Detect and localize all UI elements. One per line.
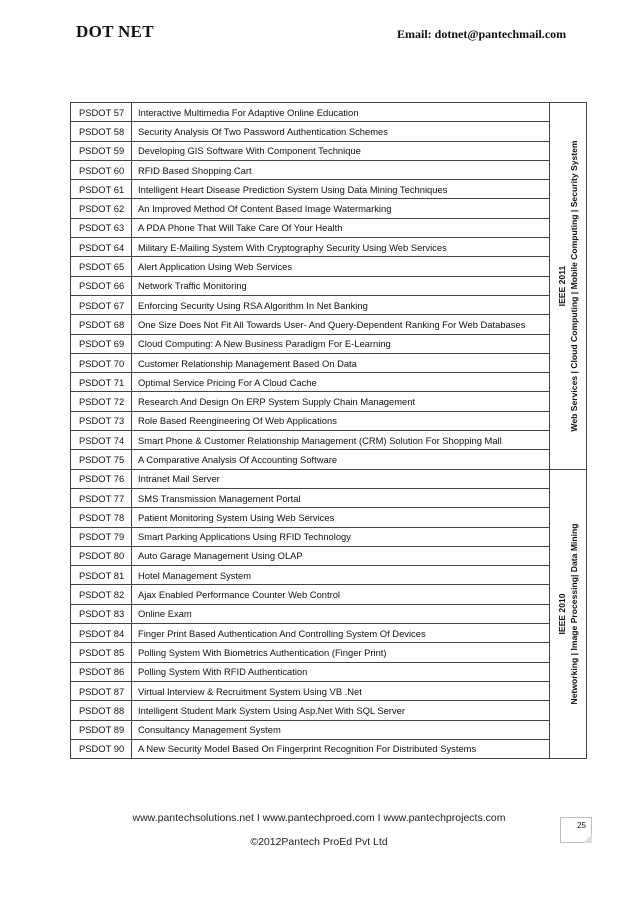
project-id: PSDOT 81: [71, 566, 132, 585]
project-title: Interactive Multimedia For Adaptive Online Education: [132, 103, 550, 122]
project-title: Enforcing Security Using RSA Algorithm In Net Banking: [132, 295, 550, 314]
table-row: [71, 527, 587, 546]
project-title: Intelligent Student Mark System Using Asp.Net With SQL Server: [132, 701, 550, 720]
project-title: Smart Phone & Customer Relationship Management (CRM) Solution For Shopping Mall: [132, 431, 550, 450]
project-title: Military E-Mailing System With Cryptography Security Using Web Services: [132, 238, 550, 257]
project-id: PSDOT 72: [71, 392, 132, 411]
project-title: Virtual Interview & Recruitment System Using VB .Net: [132, 681, 550, 700]
project-id: PSDOT 69: [71, 334, 132, 353]
project-id: PSDOT 78: [71, 508, 132, 527]
table-row: [71, 392, 587, 411]
project-title: Optimal Service Pricing For A Cloud Cache: [132, 373, 550, 392]
project-title: Auto Garage Management Using OLAP: [132, 546, 550, 565]
project-id: PSDOT 63: [71, 218, 132, 237]
project-title: Intranet Mail Server: [132, 469, 550, 488]
project-id: PSDOT 87: [71, 681, 132, 700]
project-id: PSDOT 65: [71, 257, 132, 276]
table-row: [71, 315, 587, 334]
project-title: RFID Based Shopping Cart: [132, 160, 550, 179]
table-row: [71, 122, 587, 141]
project-title: Polling System With RFID Authentication: [132, 662, 550, 681]
section-label: [556, 140, 580, 431]
project-title: Customer Relationship Management Based On Data: [132, 353, 550, 372]
table-row: [71, 160, 587, 179]
project-id: PSDOT 76: [71, 469, 132, 488]
footer-links: www.pantechsolutions.net I www.pantechproed.com I www.pantechprojects.com: [132, 812, 506, 824]
project-title: One Size Does Not Fit All Towards User- And Query-Dependent Ranking For Web Databases: [132, 315, 550, 334]
section-year: IEEE 2010: [557, 593, 567, 635]
section-domains: Web Services | Cloud Computing | Mobile Computing | Security System: [569, 140, 579, 432]
table-row: [71, 643, 587, 662]
project-title: Role Based Reengineering Of Web Applications: [132, 411, 550, 430]
project-title: Finger Print Based Authentication And Controlling System Of Devices: [132, 624, 550, 643]
table-row: [71, 488, 587, 507]
project-title: Consultancy Management System: [132, 720, 550, 739]
project-title: Ajax Enabled Performance Counter Web Control: [132, 585, 550, 604]
table-row: [71, 720, 587, 739]
project-title: Smart Parking Applications Using RFID Technology: [132, 527, 550, 546]
project-id: PSDOT 88: [71, 701, 132, 720]
project-id: PSDOT 73: [71, 411, 132, 430]
project-title: Research And Design On ERP System Supply Chain Management: [132, 392, 550, 411]
header-title: DOT NET: [76, 22, 154, 41]
project-id: PSDOT 79: [71, 527, 132, 546]
table-row: [71, 585, 587, 604]
project-id: PSDOT 84: [71, 624, 132, 643]
section-label-cell: [550, 103, 587, 470]
project-id: PSDOT 85: [71, 643, 132, 662]
project-id: PSDOT 75: [71, 450, 132, 469]
section-label-cell: [550, 469, 587, 758]
table-row: [71, 469, 587, 488]
table-row: [71, 662, 587, 681]
project-id: PSDOT 89: [71, 720, 132, 739]
table-row: [71, 450, 587, 469]
project-id: PSDOT 60: [71, 160, 132, 179]
project-title: Online Exam: [132, 604, 550, 623]
project-title: Security Analysis Of Two Password Authentication Schemes: [132, 122, 550, 141]
table-row: [71, 103, 587, 122]
project-id: PSDOT 64: [71, 238, 132, 257]
table-row: [71, 431, 587, 450]
project-title: A New Security Model Based On Fingerprint Recognition For Distributed Systems: [132, 739, 550, 758]
project-id: PSDOT 67: [71, 295, 132, 314]
project-table: [70, 102, 587, 759]
project-title: Cloud Computing: A New Business Paradigm For E-Learning: [132, 334, 550, 353]
project-title: Hotel Management System: [132, 566, 550, 585]
project-id: PSDOT 61: [71, 180, 132, 199]
table-row: [71, 624, 587, 643]
table-row: [71, 199, 587, 218]
table-row: [71, 180, 587, 199]
page-number-box: [560, 817, 592, 843]
project-id: PSDOT 77: [71, 488, 132, 507]
table-row: [71, 257, 587, 276]
page-number: 25: [577, 821, 586, 830]
project-title: Patient Monitoring System Using Web Services: [132, 508, 550, 527]
table-row: [71, 546, 587, 565]
table-row: [71, 238, 587, 257]
header-email: Email: dotnet@pantechmail.com: [397, 27, 567, 41]
project-title: Intelligent Heart Disease Prediction System Using Data Mining Techniques: [132, 180, 550, 199]
table-row: [71, 604, 587, 623]
project-id: PSDOT 70: [71, 353, 132, 372]
section-domains: Networking | Image Processing| Data Mining: [569, 523, 579, 705]
footer-copyright: ©2012Pantech ProEd Pvt Ltd: [250, 836, 388, 848]
project-title: SMS Transmission Management Portal: [132, 488, 550, 507]
table-row: [71, 566, 587, 585]
project-id: PSDOT 74: [71, 431, 132, 450]
project-title: Developing GIS Software With Component Technique: [132, 141, 550, 160]
project-id: PSDOT 83: [71, 604, 132, 623]
project-id: PSDOT 82: [71, 585, 132, 604]
project-id: PSDOT 90: [71, 739, 132, 758]
page-fold-icon: [583, 834, 592, 843]
project-id: PSDOT 58: [71, 122, 132, 141]
project-id: PSDOT 68: [71, 315, 132, 334]
project-title: An Improved Method Of Content Based Image Watermarking: [132, 199, 550, 218]
table-row: [71, 218, 587, 237]
table-row: [71, 739, 587, 758]
project-id: PSDOT 80: [71, 546, 132, 565]
table-row: [71, 353, 587, 372]
table-row: [71, 141, 587, 160]
table-row: [71, 373, 587, 392]
table-row: [71, 411, 587, 430]
project-id: PSDOT 59: [71, 141, 132, 160]
table-row: [71, 295, 587, 314]
project-title: Alert Application Using Web Services: [132, 257, 550, 276]
section-year: IEEE 2011: [557, 265, 567, 307]
section-label: [556, 523, 580, 704]
project-title: A PDA Phone That Will Take Care Of Your Health: [132, 218, 550, 237]
project-id: PSDOT 57: [71, 103, 132, 122]
project-id: PSDOT 86: [71, 662, 132, 681]
table-row: [71, 681, 587, 700]
table-row: [71, 508, 587, 527]
table-row: [71, 334, 587, 353]
project-title: A Comparative Analysis Of Accounting Software: [132, 450, 550, 469]
project-id: PSDOT 62: [71, 199, 132, 218]
table-row: [71, 701, 587, 720]
project-id: PSDOT 71: [71, 373, 132, 392]
project-title: Polling System With Biometrics Authentication (Finger Print): [132, 643, 550, 662]
project-id: PSDOT 66: [71, 276, 132, 295]
table-row: [71, 276, 587, 295]
project-title: Network Traffic Monitoring: [132, 276, 550, 295]
